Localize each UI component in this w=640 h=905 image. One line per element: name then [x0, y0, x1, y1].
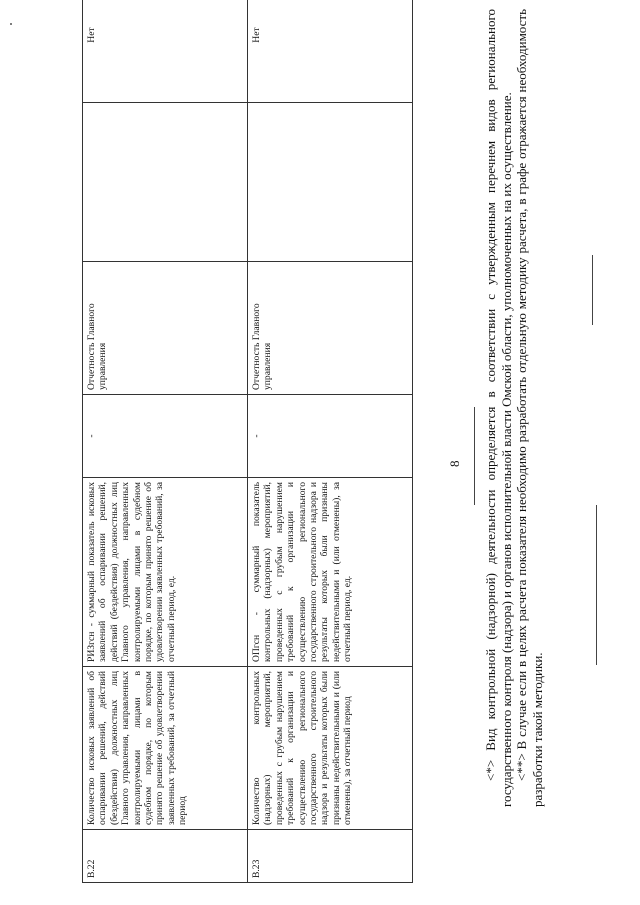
row-code: В.23 — [248, 830, 413, 883]
data-source: Отчетность Главного управления — [248, 262, 413, 395]
scan-speck — [10, 23, 12, 25]
footnote-1: <*> Вид контрольной (надзорной) деятельности определяется в соответствии с утвержденным перечнем видов регионального государственного контроля (надзора) и органов исполнительной власти Омской области, уполномоченных на их осуществление. — [483, 9, 514, 807]
indicator-formula: ОПгсн - суммарный показатель контрольных (надзорных) мероприятий, проведенных с грубым нарушением требований к организации и осуществлению регионального государственного строительного надзора и результаты которых были признаны недействительными и (или отменены), за отчетный период, ед. — [248, 478, 413, 667]
footnote-divider — [474, 407, 475, 505]
indicator-name: Количество исковых заявлений об оспаривании решений, действий (бездействия) должностных лиц Главного управления, направленных контролируемыми лицами в судебном порядке, по которым принято решение об удовлетворении заявленных требований, за отчетный период — [83, 667, 248, 830]
note-cell: Нет — [248, 0, 413, 103]
dash-cell: - — [83, 395, 248, 478]
footnotes — [483, 9, 545, 807]
indicator-name: Количество контрольных (надзорных) мероприятий, проведенных с грубым нарушением требований к организации и осуществлению регионального государственного строительного надзора и результаты которых были признаны недействительными и (или отменены), за отчетный период — [248, 667, 413, 830]
bottom-rule-right — [592, 255, 593, 325]
indicator-table — [82, 0, 413, 883]
page-number: 8 — [447, 460, 462, 467]
note-cell: Нет — [83, 0, 248, 103]
table-row — [248, 0, 413, 883]
bottom-rule-left — [596, 505, 597, 665]
empty-cell — [83, 103, 248, 262]
indicator-formula: РИЗгсн - суммарный показатель исковых заявлений об оспаривании решений, действий (бездействия) должностных лиц Главного управления, направленных контролируемыми лицами в судебном порядке, по которым принято решение об удовлетворении заявленных требований, за отчетный период, ед. — [83, 478, 248, 667]
empty-cell — [248, 103, 413, 262]
dash-cell: - — [248, 395, 413, 478]
table-row — [83, 0, 248, 883]
row-code: В.22 — [83, 830, 248, 883]
footnote-2: <**> В случае если в целях расчета показателя необходимо разработать отдельную методику расчета, в графе отражается необходимость разработки такой методики. — [514, 9, 545, 807]
data-source: Отчетность Главного управления — [83, 262, 248, 395]
